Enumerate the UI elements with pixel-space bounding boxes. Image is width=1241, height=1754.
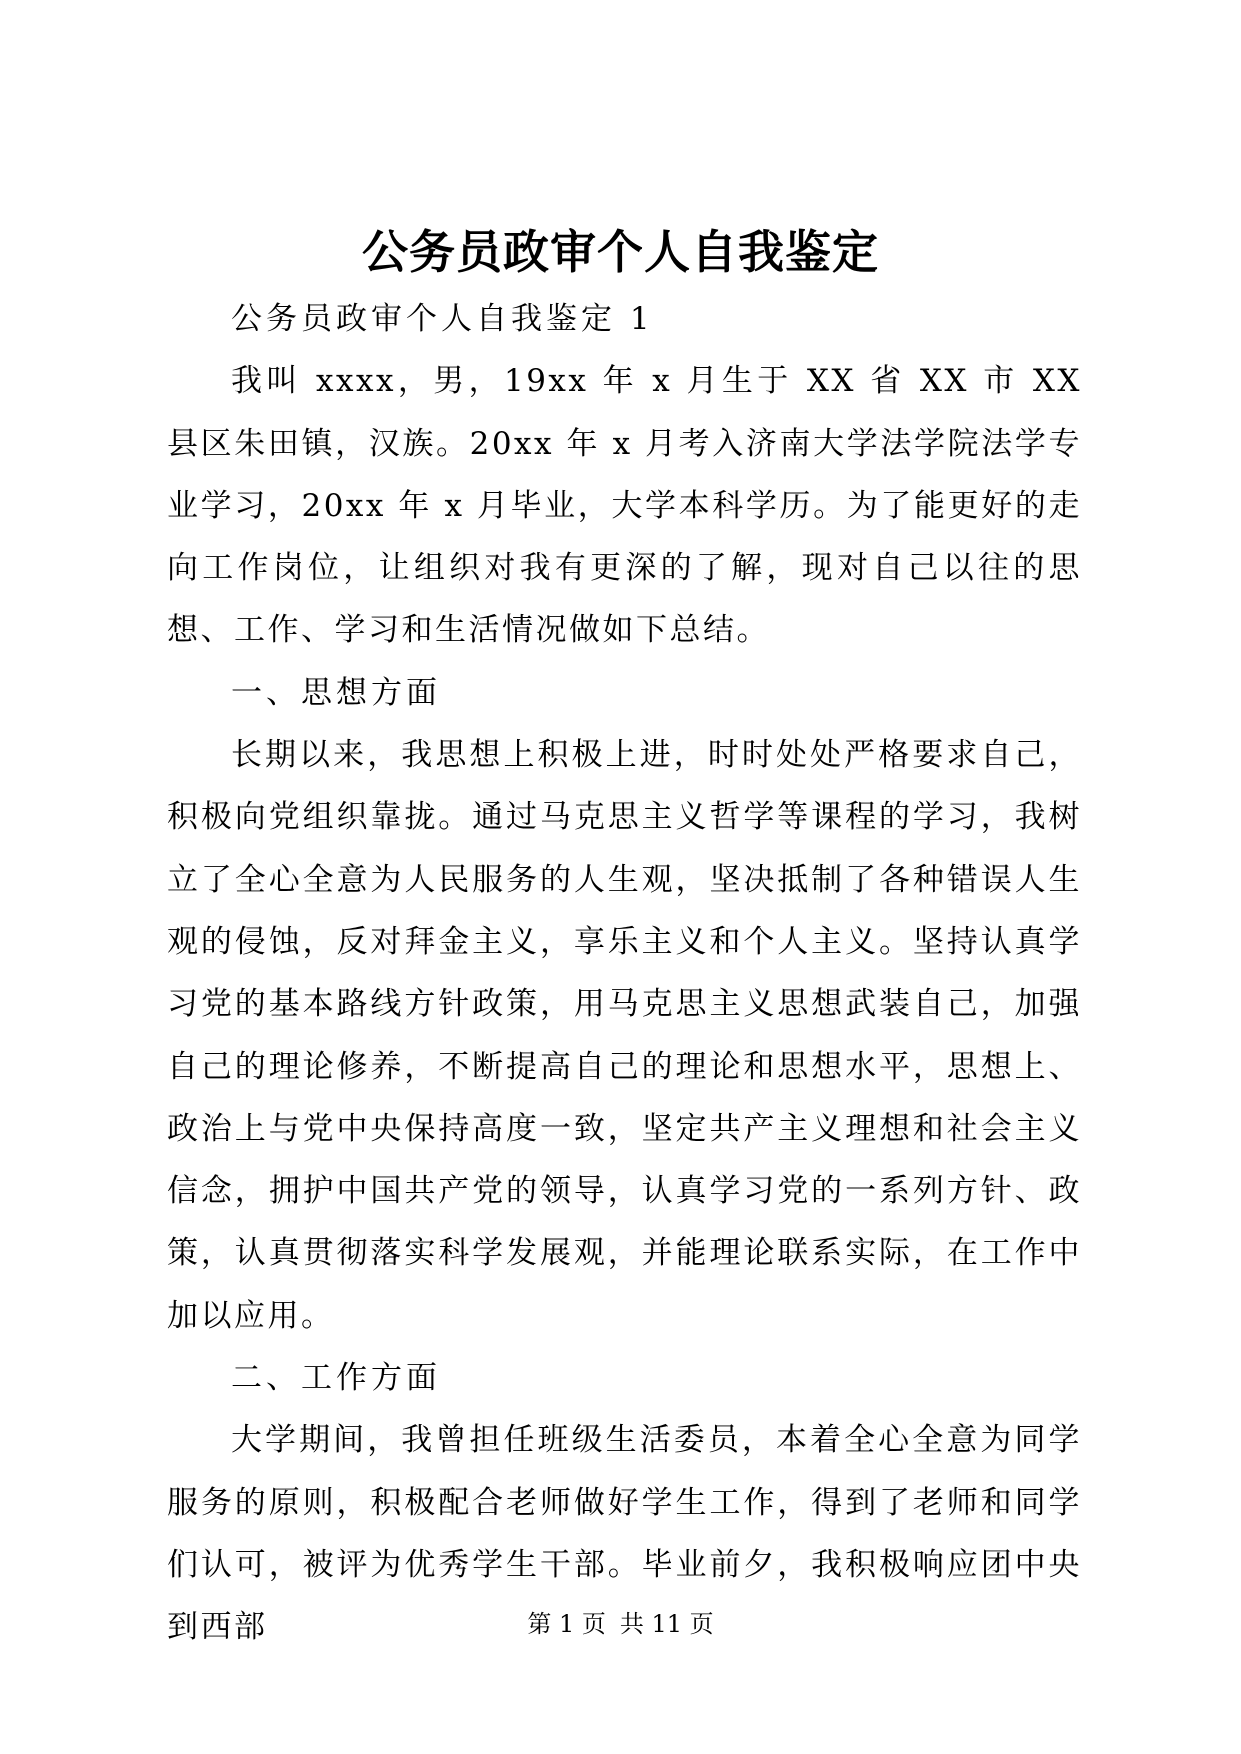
section-heading-thought: 一、思想方面 [231,674,441,711]
paragraph-intro: 我叫 xxxx，男，19xx 年 x 月生于 XX 省 XX 市 XX 县区朱田镇，汉族。20xx 年 x 月考入济南大学法学院法学专业学习，20xx 年 x 月毕业，大学本科学历。为了能更好的走向工作岗位，让组织对我有更深的了解，现对自己以往的思想、工作、学习和生活情况做如下总结。 [167,363,1082,649]
page-footer [0,1608,1241,1640]
document-body [167,288,1082,1659]
document-subtitle: 公务员政审个人自我鉴定 1 [231,301,654,337]
page-number: 第 1 页 [527,1610,606,1638]
paragraph-work: 大学期间，我曾担任班级生活委员，本着全心全意为同学服务的原则，积极配合老师做好学生工作，得到了老师和同学们认可，被评为优秀学生干部。毕业前夕，我积极响应团中央到西部 [167,1422,1082,1646]
section-heading-work: 二、工作方面 [231,1360,441,1397]
paragraph-thought: 长期以来，我思想上积极上进，时时处处严格要求自己，积极向党组织靠拢。通过马克思主义哲学等课程的学习，我树立了全心全意为人民服务的人生观，坚决抵制了各种错误人生观的侵蚀，反对拜金主义，享乐主义和个人主义。坚持认真学习党的基本路线方针政策，用马克思主义思想武装自己，加强自己的理论修养，不断提高自己的理论和思想水平，思想上、政治上与党中央保持高度一致，坚定共产主义理想和社会主义信念，拥护中国共产党的领导，认真学习党的一系列方针、政策，认真贯彻落实科学发展观，并能理论联系实际，在工作中加以应用。 [167,737,1082,1334]
document-title: 公务员政审个人自我鉴定 [362,225,879,279]
page-total: 共 11 页 [619,1610,714,1638]
